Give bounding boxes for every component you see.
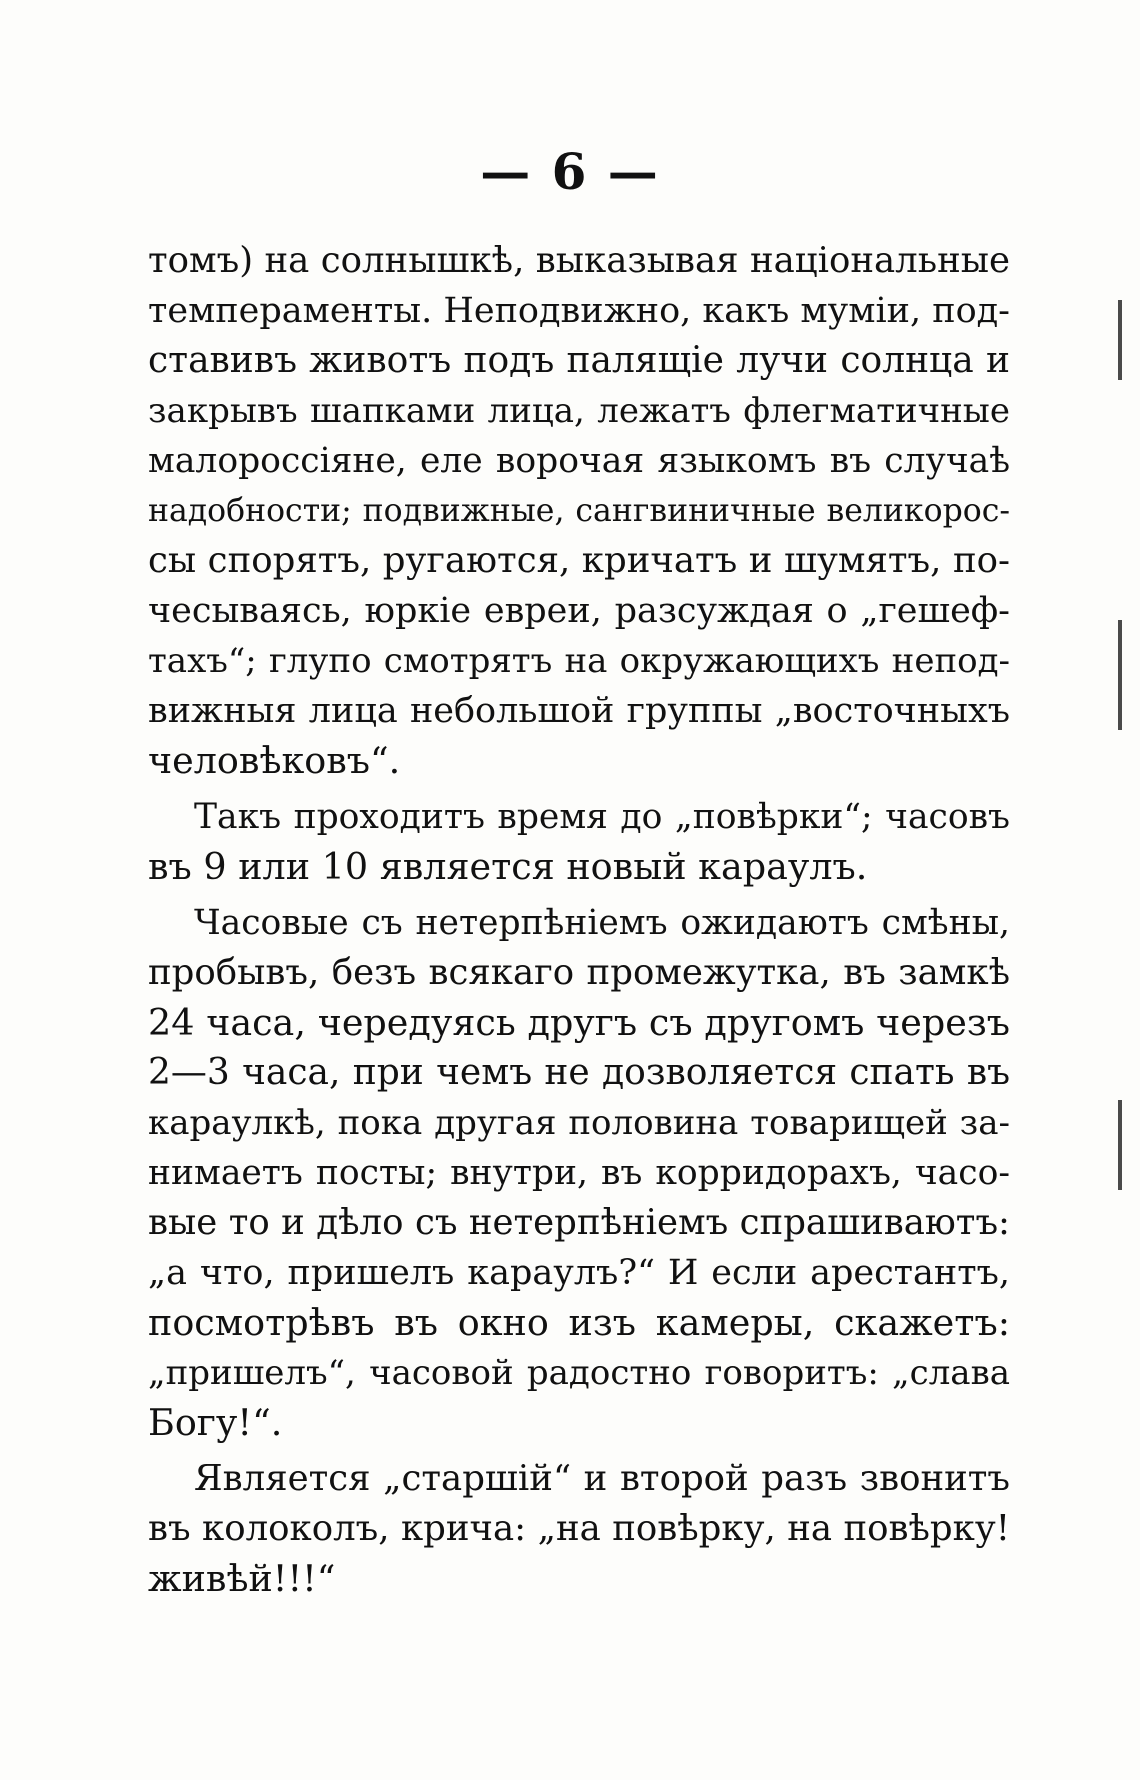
text-line: пробывъ, безъ всякаго промежутка, въ замкѣ — [148, 952, 1010, 993]
text-line: тахъ“; глупо смотрятъ на окружающихъ непод- — [148, 641, 1010, 681]
text-line: томъ) на солнышкѣ, выказывая національные — [148, 240, 1010, 281]
body-text — [148, 236, 1010, 1604]
text-line: посмотрѣвъ въ окно изъ камеры, скажетъ: — [148, 1301, 1010, 1344]
scan-edge-mark — [1118, 300, 1122, 380]
paragraph-2 — [148, 792, 1010, 892]
text-line: Богу!“. — [148, 1401, 283, 1444]
text-line: сы спорятъ, ругаются, кричатъ и шумятъ, по- — [148, 540, 1010, 581]
text-line: Часовые съ нетерпѣніемъ ожидаютъ смѣны, — [194, 903, 1010, 943]
text-line: 2—3 часа, при чемъ не дозволяется спать въ — [148, 1052, 1010, 1093]
scan-edge-mark — [1118, 1100, 1122, 1190]
text-line: Такъ проходитъ время до „повѣрки“; часовъ — [194, 797, 1010, 837]
text-line: человѣковъ“. — [148, 739, 401, 782]
text-line: въ колоколъ, крича: „на повѣрку, на повѣрку! — [148, 1508, 1010, 1549]
text-line: вые то и дѣло съ нетерпѣніемъ спрашиваютъ: — [148, 1202, 1010, 1243]
text-line: „пришелъ“, часовой радостно говоритъ: „слава — [148, 1353, 1010, 1393]
text-line: нимаетъ посты; внутри, въ корридорахъ, часо- — [148, 1153, 1010, 1193]
text-line: закрывъ шапками лица, лежатъ флегматичные — [148, 391, 1010, 431]
paragraph-3 — [148, 898, 1010, 1448]
text-line: 24 часа, чередуясь другъ съ другомъ черезъ — [148, 1001, 1010, 1044]
text-line: темпераменты. Неподвижно, какъ муміи, под- — [148, 291, 1011, 331]
text-line: чесываясь, юркіе евреи, разсуждая о „гешеф- — [148, 591, 1010, 631]
text-line: ставивъ животъ подъ палящіе лучи солнца и — [148, 340, 1010, 381]
text-line: въ 9 или 10 является новый караулъ. — [148, 845, 868, 888]
scan-edge-mark — [1118, 620, 1122, 730]
text-line: „а что, пришелъ караулъ?“ И если арестантъ, — [148, 1253, 1010, 1293]
paragraph-4 — [148, 1454, 1010, 1604]
paragraph-1 — [148, 236, 1010, 786]
text-line: малороссіяне, еле ворочая языкомъ въ случаѣ — [148, 441, 1010, 481]
text-line: надобности; подвижные, сангвиничные великорос- — [148, 493, 1010, 529]
text-line: Является „старшій“ и второй разъ звонитъ — [194, 1458, 1010, 1499]
text-line: вижныя лица небольшой группы „восточныхъ — [148, 691, 1010, 731]
text-line: живѣй!!!“ — [148, 1557, 336, 1600]
page-number: — 6 — — [480, 142, 660, 201]
text-line: караулкѣ, пока другая половина товарищей за- — [148, 1103, 1010, 1143]
